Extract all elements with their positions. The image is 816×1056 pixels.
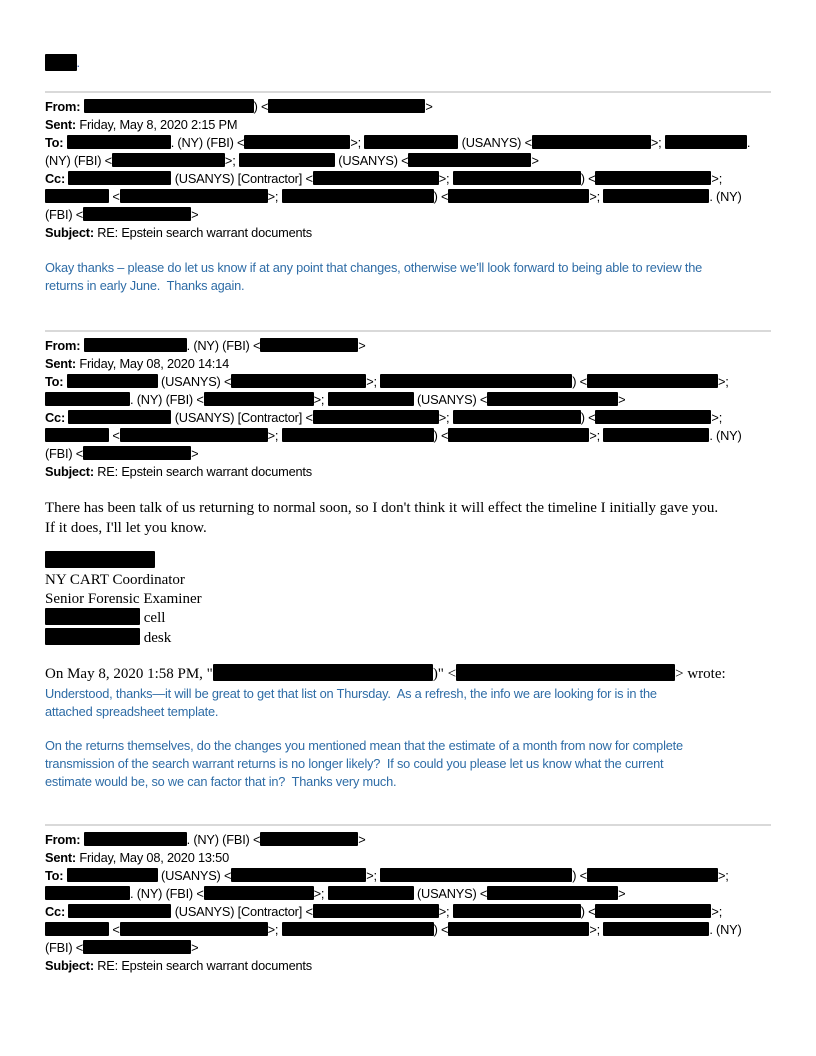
text-line: [45, 337, 771, 355]
text-segment: transmission of the search warrant returns is no longer likely? If so could you please let us know what the current: [45, 756, 664, 772]
field-label: Sent:: [45, 117, 80, 132]
field-label: To:: [45, 868, 67, 884]
text-segment: .: [746, 135, 751, 150]
text-line: [45, 664, 771, 685]
text-segment: (USANYS) [Contractor] <: [171, 171, 313, 186]
text-segment: Friday, May 08, 2020 13:50: [79, 850, 229, 866]
field-label: To:: [45, 135, 67, 150]
redaction-bar: [67, 135, 171, 149]
text-line: [45, 921, 771, 939]
redaction-bar: [453, 410, 581, 424]
text-segment: attached spreadsheet template.: [45, 704, 219, 720]
text-segment: ) <: [580, 904, 596, 920]
text-line: [45, 355, 771, 373]
text-line: [45, 628, 771, 648]
text-segment: >: [358, 338, 366, 353]
text-segment: >;: [438, 171, 453, 186]
redaction-bar: [45, 551, 155, 568]
text-segment: >;: [267, 189, 282, 204]
redaction-bar: [408, 153, 531, 167]
text-segment: )" <: [432, 665, 457, 682]
text-segment: >: [358, 832, 366, 848]
email3-header: [45, 831, 771, 975]
text-line: [45, 116, 771, 134]
redaction-bar: [68, 171, 171, 185]
text-segment: (FBI) <: [45, 207, 84, 222]
text-line: [45, 427, 771, 445]
text-segment: > wrote:: [675, 665, 726, 682]
text-segment: >;: [717, 374, 729, 389]
text-line: [45, 98, 771, 116]
text-line: [45, 571, 771, 590]
text-segment: (NY) (FBI) <: [45, 153, 112, 168]
redaction-bar: [83, 207, 191, 221]
text-segment: ) <: [572, 374, 587, 389]
text-segment: (USANYS) <: [413, 392, 488, 407]
email2-header: [45, 337, 771, 481]
text-segment: . (NY): [709, 922, 742, 938]
text-line: [45, 224, 771, 242]
text-line: [45, 499, 771, 519]
redaction-bar: [456, 664, 675, 681]
text-segment: (USANYS) <: [413, 886, 488, 902]
text-line: [45, 773, 771, 791]
text-segment: Understood, thanks—it will be great to get that list on Thursday. As a refresh, the info we are looking for is in the: [45, 686, 657, 702]
text-segment: (USANYS) <: [157, 374, 232, 389]
field-label: Sent:: [45, 356, 80, 371]
text-segment: If it does, I'll let you know.: [45, 519, 207, 536]
redaction-bar: [313, 410, 439, 424]
redaction-bar: [532, 135, 651, 149]
redaction-bar: [231, 868, 366, 882]
redaction-bar: [84, 338, 187, 352]
redaction-bar: [213, 664, 433, 681]
redaction-bar: [595, 410, 711, 424]
field-label: Subject:: [45, 225, 98, 240]
redaction-bar: [45, 54, 80, 71]
text-segment: >;: [589, 189, 604, 204]
redaction-bar: [67, 868, 158, 882]
text-segment: RE: Epstein search warrant documents: [97, 464, 312, 479]
field-label: Cc:: [45, 171, 69, 186]
text-line: [45, 373, 771, 391]
text-line: [45, 445, 771, 463]
text-line: [45, 391, 771, 409]
text-line: [45, 170, 771, 188]
text-segment: returns in early June. Thanks again.: [45, 278, 245, 293]
redaction-bar: [328, 886, 414, 900]
text-line: [45, 551, 771, 571]
redaction-bar: [260, 832, 358, 846]
email-separator: [45, 330, 771, 332]
text-segment: >;: [438, 410, 453, 425]
redaction-bar: [448, 189, 589, 203]
redaction-bar: [45, 608, 140, 625]
text-segment: >: [531, 153, 539, 168]
text-segment: . (NY) (FBI) <: [170, 135, 245, 150]
text-segment: On the returns themselves, do the changes you mentioned mean that the estimate of a month from now for complete: [45, 738, 683, 754]
text-segment: (FBI) <: [45, 940, 84, 956]
text-line: [45, 409, 771, 427]
text-segment: On May 8, 2020 1:58 PM, ": [45, 665, 213, 682]
text-line: [45, 519, 771, 539]
field-label: Cc:: [45, 410, 69, 425]
text-line: [45, 590, 771, 609]
redaction-bar: [83, 446, 191, 460]
text-line: [45, 703, 771, 721]
redaction-bar: [448, 428, 589, 442]
redaction-bar: [120, 428, 268, 442]
text-segment: >: [425, 99, 433, 114]
redacted-note-line: [45, 54, 771, 72]
text-segment: .: [77, 59, 80, 69]
text-segment: >;: [313, 886, 328, 902]
text-segment: >;: [350, 135, 365, 150]
text-segment: cell: [140, 610, 166, 627]
text-segment: >;: [224, 153, 239, 168]
redaction-bar: [603, 189, 709, 203]
email1-reply-paragraph: [45, 259, 771, 295]
text-segment: >;: [438, 904, 453, 920]
text-segment: >: [618, 886, 626, 902]
redaction-bar: [45, 922, 109, 936]
redaction-bar: [487, 886, 618, 900]
text-line: [45, 755, 771, 773]
text-line: [45, 903, 771, 921]
redaction-bar: [282, 428, 434, 442]
redaction-bar: [84, 832, 187, 846]
text-line: [45, 259, 771, 277]
text-segment: >: [191, 940, 199, 956]
text-segment: >;: [267, 922, 282, 938]
redaction-bar: [313, 171, 439, 185]
field-label: Sent:: [45, 850, 80, 866]
redaction-bar: [487, 392, 618, 406]
text-line: [45, 939, 771, 957]
text-segment: . (NY) (FBI) <: [186, 832, 261, 848]
text-line: [45, 277, 771, 295]
text-segment: . (NY) (FBI) <: [130, 392, 204, 407]
text-segment: (USANYS) <: [458, 135, 532, 150]
text-segment: >;: [366, 374, 381, 389]
text-segment: >;: [650, 135, 665, 150]
field-label: Subject:: [45, 958, 98, 974]
field-label: Cc:: [45, 904, 69, 920]
redaction-bar: [112, 153, 225, 167]
text-segment: Senior Forensic Examiner: [45, 590, 202, 607]
text-line: [45, 608, 771, 628]
text-segment: ) <: [572, 868, 587, 884]
text-line: [45, 463, 771, 481]
text-segment: >;: [711, 410, 723, 425]
redaction-bar: [665, 135, 747, 149]
text-segment: >;: [313, 392, 328, 407]
text-segment: RE: Epstein search warrant documents: [97, 958, 312, 974]
redaction-bar: [84, 99, 254, 113]
redaction-bar: [45, 628, 140, 645]
text-segment: . (NY) (FBI) <: [130, 886, 204, 902]
redaction-bar: [83, 940, 191, 954]
email1-header: [45, 98, 771, 242]
text-line: [45, 188, 771, 206]
email-separator: [45, 824, 771, 826]
text-segment: ) <: [433, 189, 449, 204]
redaction-bar: [453, 171, 581, 185]
text-segment: There has been talk of us returning to normal soon, so I don't think it will effect the timeline I initially gave you.: [45, 500, 719, 516]
text-line: [45, 867, 771, 885]
text-segment: <: [109, 189, 120, 204]
text-line: [45, 957, 771, 975]
redaction-bar: [282, 922, 434, 936]
text-segment: >;: [589, 922, 604, 938]
text-line: [45, 849, 771, 867]
text-line: [45, 152, 771, 170]
text-segment: >;: [711, 904, 723, 920]
text-segment: desk: [140, 630, 172, 647]
redaction-bar: [120, 922, 268, 936]
redaction-bar: [380, 868, 572, 882]
email2-body-paragraph: [45, 499, 771, 538]
quoted-reply-paragraph-2: [45, 737, 771, 791]
text-segment: Okay thanks – please do let us know if at any point that changes, otherwise we’ll look forward to being able to review the: [45, 260, 703, 275]
redaction-bar: [45, 886, 130, 900]
field-label: To:: [45, 374, 67, 389]
text-segment: >: [191, 446, 199, 461]
text-segment: (FBI) <: [45, 446, 84, 461]
text-segment: Friday, May 08, 2020 14:14: [79, 356, 229, 371]
text-segment: estimate would be, so we can factor that in? Thanks very much.: [45, 774, 397, 790]
field-label: Subject:: [45, 464, 98, 479]
redaction-bar: [595, 904, 711, 918]
redaction-bar: [68, 410, 171, 424]
field-label: From:: [45, 832, 84, 848]
redaction-bar: [204, 886, 314, 900]
text-segment: ) <: [433, 922, 449, 938]
text-segment: . (NY): [709, 428, 742, 443]
text-segment: >;: [267, 428, 282, 443]
text-segment: (USANYS) [Contractor] <: [171, 904, 313, 920]
text-segment: ) <: [580, 171, 596, 186]
text-line: [45, 885, 771, 903]
redaction-bar: [204, 392, 314, 406]
redaction-bar: [68, 904, 171, 918]
text-segment: >;: [366, 868, 381, 884]
redaction-bar: [380, 374, 572, 388]
text-segment: . (NY) (FBI) <: [186, 338, 261, 353]
text-segment: Friday, May 8, 2020 2:15 PM: [79, 117, 238, 132]
text-segment: <: [109, 922, 120, 938]
text-line: [45, 831, 771, 849]
redaction-bar: [244, 135, 350, 149]
text-segment: . (NY): [709, 189, 742, 204]
redaction-bar: [587, 374, 718, 388]
text-line: [45, 134, 771, 152]
field-label: From:: [45, 338, 84, 353]
redaction-bar: [120, 189, 268, 203]
text-segment: >;: [717, 868, 729, 884]
text-line: [45, 206, 771, 224]
redaction-bar: [260, 338, 358, 352]
redaction-bar: [313, 904, 439, 918]
text-segment: >: [618, 392, 626, 407]
text-segment: >: [191, 207, 199, 222]
redaction-bar: [364, 135, 458, 149]
redaction-bar: [328, 392, 414, 406]
redaction-bar: [45, 189, 109, 203]
text-segment: ) <: [253, 99, 269, 114]
redaction-bar: [595, 171, 711, 185]
text-segment: NY CART Coordinator: [45, 571, 185, 588]
text-line: [45, 685, 771, 703]
text-segment: (USANYS) [Contractor] <: [171, 410, 313, 425]
redaction-bar: [448, 922, 589, 936]
text-segment: (USANYS) <: [157, 868, 232, 884]
quoted-message-attribution: [45, 664, 771, 685]
redaction-bar: [239, 153, 335, 167]
text-segment: (USANYS) <: [334, 153, 409, 168]
redaction-bar: [587, 868, 718, 882]
text-segment: RE: Epstein search warrant documents: [97, 225, 312, 240]
redaction-bar: [603, 428, 709, 442]
redaction-bar: [231, 374, 366, 388]
quoted-reply-paragraph-1: [45, 685, 771, 721]
redaction-bar: [282, 189, 434, 203]
text-segment: >;: [711, 171, 723, 186]
signature-block: [45, 551, 771, 648]
redaction-bar: [603, 922, 709, 936]
text-segment: ) <: [580, 410, 596, 425]
redaction-bar: [67, 374, 158, 388]
text-segment: ) <: [433, 428, 449, 443]
text-segment: >;: [589, 428, 604, 443]
field-label: From:: [45, 99, 84, 114]
text-line: [45, 737, 771, 755]
redaction-bar: [453, 904, 581, 918]
text-segment: <: [109, 428, 120, 443]
redaction-bar: [268, 99, 425, 113]
redaction-bar: [45, 392, 130, 406]
email-separator: [45, 91, 771, 93]
redaction-bar: [45, 428, 109, 442]
text-line: [45, 54, 771, 73]
